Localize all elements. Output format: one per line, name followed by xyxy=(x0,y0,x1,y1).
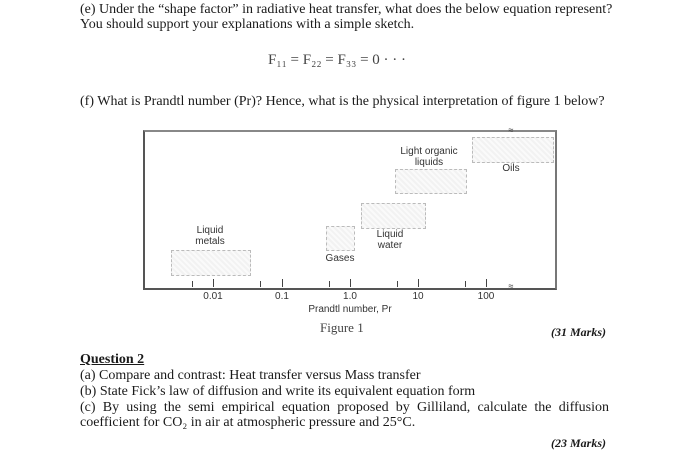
minor-tick xyxy=(260,281,261,287)
label-light-organic-liquids: Light organic liquids xyxy=(400,146,458,168)
major-tick xyxy=(486,279,487,287)
range-oils xyxy=(472,137,554,163)
range-liquid-water xyxy=(361,203,426,229)
label-liquid-water: Liquid water xyxy=(376,229,404,251)
figure-caption: Figure 1 xyxy=(320,320,364,335)
shape-factor-equation: F₁₁ = F₂₂ = F₃₃ = 0 · · · xyxy=(268,52,407,68)
minor-tick xyxy=(192,281,193,287)
question-2b: (b) State Fick’s law of diffusion and write its equivalent equation form xyxy=(80,384,476,399)
major-tick xyxy=(350,279,351,287)
minor-tick xyxy=(465,281,466,287)
major-tick xyxy=(418,279,419,287)
xtick-label: 1.0 xyxy=(343,291,357,302)
x-axis-label: Prandtl number, Pr xyxy=(308,304,392,315)
range-light-organic-liquids xyxy=(395,169,467,194)
question-1e-line2: You should support your explanations with a simple sketch. xyxy=(80,17,415,32)
question-2a: (a) Compare and contrast: Heat transfer versus Mass transfer xyxy=(80,368,421,383)
range-gases xyxy=(326,226,355,251)
question-1e-line1: (e) Under the “shape factor” in radiative heat transfer, what does the below equation represent? xyxy=(80,2,613,17)
question-2c-line2: coefficient for CO₂ in air at atmospheric pressure and 25°C. xyxy=(80,415,416,430)
label-gases: Gases xyxy=(325,253,355,264)
range-liquid-metals xyxy=(171,250,251,276)
xtick-label: 100 xyxy=(477,291,495,302)
question-2-marks: (23 Marks) xyxy=(551,436,607,450)
question-1-marks: (31 Marks) xyxy=(551,325,607,339)
major-tick xyxy=(282,279,283,287)
minor-tick xyxy=(397,281,398,287)
question-2c-line1: (c) By using the semi empirical equation proposed by Gilliland, calculate the diffusion xyxy=(80,400,609,415)
question-2-heading: Question 2 xyxy=(80,352,145,367)
label-oils: Oils xyxy=(502,163,520,174)
major-tick xyxy=(213,279,214,287)
question-1f: (f) What is Prandtl number (Pr)? Hence, what is the physical interpretation of figure 1 below? xyxy=(80,94,605,109)
label-liquid-metals: Liquid metals xyxy=(195,225,225,247)
axis-break-icon: ≈ xyxy=(508,281,514,291)
xtick-label: 10 xyxy=(412,291,424,302)
axis-break-icon: ≈ xyxy=(508,125,514,135)
xtick-label: 0.01 xyxy=(203,291,223,302)
xtick-label: 0.1 xyxy=(275,291,289,302)
minor-tick xyxy=(329,281,330,287)
